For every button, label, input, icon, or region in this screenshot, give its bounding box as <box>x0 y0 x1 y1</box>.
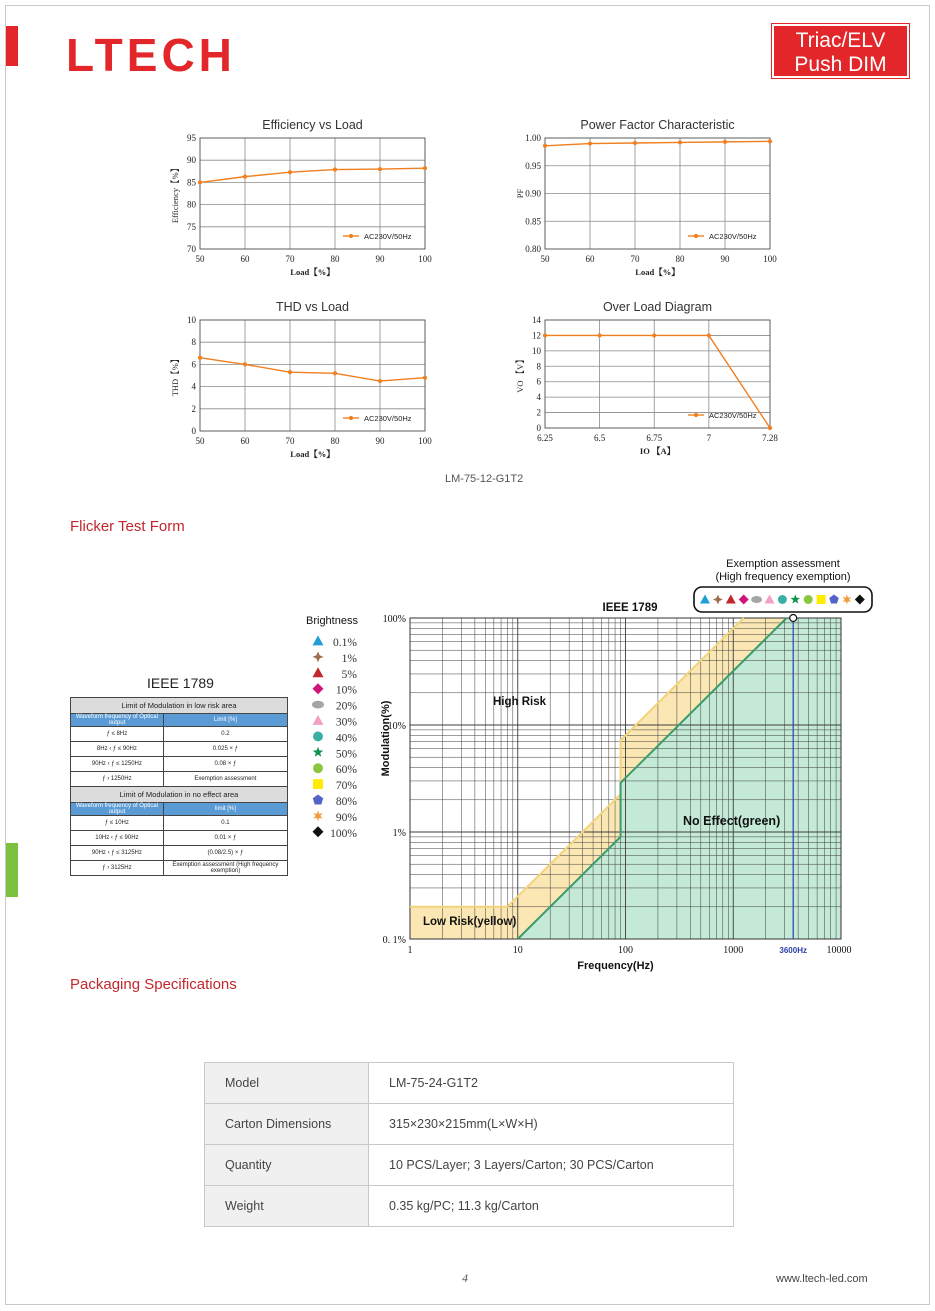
y-tick-label: 80 <box>187 199 196 210</box>
legend-label: AC230V/50Hz <box>709 411 757 420</box>
data-point <box>288 370 292 374</box>
chart-title: THD vs Load <box>276 300 349 314</box>
data-point <box>543 333 547 337</box>
legend-label: 50% <box>335 748 357 761</box>
legend-marker <box>349 416 353 420</box>
col-header: Limit [%] <box>163 714 287 727</box>
legend-label: 1% <box>341 652 357 665</box>
legend-label: 20% <box>335 700 357 713</box>
table-row <box>205 1145 734 1186</box>
badge-line-2: Push DIM <box>794 53 887 76</box>
legend-label: 80% <box>335 796 357 808</box>
x-tick-label: 7 <box>706 433 712 443</box>
legend-marker <box>313 763 323 773</box>
y-tick-label: 8 <box>191 337 196 348</box>
exemption-marker <box>751 596 762 603</box>
x-tick-label: 10 <box>512 945 523 956</box>
y-tick-label: 0.95 <box>525 160 541 171</box>
exemption-marker <box>778 595 787 604</box>
legend-marker <box>312 701 324 709</box>
x-tick-label: 1000 <box>723 945 744 956</box>
data-point <box>423 166 427 170</box>
data-point <box>588 141 592 145</box>
y-tick-label: 0 <box>191 426 196 436</box>
y-tick-label: 75 <box>187 221 196 232</box>
legend-marker <box>313 683 324 694</box>
spec-value: LM-75-24-G1T2 <box>369 1063 734 1104</box>
region-label: High Risk <box>493 696 547 708</box>
table-cell: 0.08 × ƒ <box>163 757 287 772</box>
table-row <box>205 1186 734 1227</box>
side-marker <box>6 843 18 897</box>
y-tick-label: 10% <box>387 721 406 732</box>
page-number: 4 <box>462 1271 468 1285</box>
table-cell: (0.08/2.5) × ƒ <box>163 846 287 861</box>
y-axis-label: Efficiency【%】 <box>170 163 180 224</box>
legend-marker <box>349 234 353 238</box>
marker-point <box>790 615 797 622</box>
spec-value: 315×230×215mm(L×W×H) <box>369 1104 734 1145</box>
spec-value: 0.35 kg/PC; 11.3 kg/Carton <box>369 1186 734 1227</box>
y-tick-label: 1% <box>392 828 406 839</box>
spec-key: Model <box>205 1063 369 1104</box>
legend-marker <box>313 826 324 837</box>
y-tick-label: 6 <box>191 359 196 370</box>
x-tick-label: 6.25 <box>537 433 553 443</box>
legend-marker <box>313 731 323 741</box>
data-point <box>243 362 247 366</box>
data-point <box>598 333 602 337</box>
legend-marker <box>313 810 323 821</box>
data-point <box>333 167 337 171</box>
legend-label: AC230V/50Hz <box>709 232 757 241</box>
legend-marker <box>694 234 698 238</box>
overload-chart <box>505 294 795 474</box>
y-tick-label: 1.00 <box>525 133 541 143</box>
x-tick-label: 60 <box>240 254 250 264</box>
x-axis-label: Load【%】 <box>290 267 335 277</box>
x-tick-label: 50 <box>195 254 205 264</box>
marker-label: 3600Hz <box>779 946 807 955</box>
table-cell: 0.025 × ƒ <box>163 742 287 757</box>
y-tick-label: 90 <box>187 155 196 166</box>
data-point <box>707 333 711 337</box>
table-cell: Exemption assessment <box>163 772 287 787</box>
y-tick-label: 10 <box>532 345 541 356</box>
y-tick-label: 0. 1% <box>382 935 406 946</box>
y-tick-label: 0.90 <box>525 188 541 199</box>
ieee-1789-chart <box>300 552 880 982</box>
x-tick-label: 70 <box>285 254 295 264</box>
col-header: Waveform frequency of Optical output <box>71 803 164 816</box>
y-tick-label: 4 <box>191 381 196 392</box>
packaging-table <box>204 1062 734 1227</box>
legend-label: 40% <box>335 732 357 745</box>
table-cell: 90Hz ‹ ƒ ≤ 3125Hz <box>71 846 164 861</box>
data-point <box>723 140 727 144</box>
x-tick-label: 80 <box>330 254 340 264</box>
thd-chart <box>160 294 450 474</box>
table-cell: 90Hz ‹ ƒ ≤ 1250Hz <box>71 757 164 772</box>
exemption-marker <box>804 595 813 604</box>
table-cell: Exemption assessment (High frequency exemption) <box>163 861 287 876</box>
badge-line-1: Triac/ELV <box>795 29 886 52</box>
legend-marker <box>313 636 324 646</box>
table-row <box>205 1063 734 1104</box>
y-tick-label: 4 <box>536 392 541 403</box>
data-point <box>243 175 247 179</box>
data-point <box>198 180 202 184</box>
x-tick-label: 70 <box>285 436 295 446</box>
chart-title: Over Load Diagram <box>602 300 713 314</box>
y-axis-label: VO 【V】 <box>515 355 525 393</box>
legend-label: 5% <box>341 668 357 681</box>
data-point <box>288 170 292 174</box>
table-cell: 0.1 <box>163 816 287 831</box>
table-cell: ƒ › 3125Hz <box>71 861 164 876</box>
x-tick-label: 100 <box>418 254 432 264</box>
exemption-subtitle: (High frequency exemption) <box>715 571 851 583</box>
y-axis-label: THD【%】 <box>170 354 180 397</box>
table-cell: ƒ ≤ 10Hz <box>71 816 164 831</box>
legend-label: 60% <box>335 764 357 777</box>
x-tick-label: 90 <box>720 254 730 264</box>
x-tick-label: 50 <box>195 436 205 446</box>
legend-marker <box>313 715 324 725</box>
x-axis-label: Load【%】 <box>635 267 680 277</box>
spec-key: Quantity <box>205 1145 369 1186</box>
x-tick-label: 60 <box>240 436 250 446</box>
data-point <box>378 167 382 171</box>
exemption-title: Exemption assessment <box>726 558 840 570</box>
legend-marker <box>313 651 324 662</box>
x-tick-label: 6.75 <box>646 433 663 443</box>
x-axis-label: Load【%】 <box>290 449 335 459</box>
x-tick-label: 100 <box>618 945 633 956</box>
x-tick-label: 100 <box>763 254 777 264</box>
region-label: No Effect(green) <box>683 814 781 828</box>
data-point <box>633 141 637 145</box>
legend-label: 90% <box>335 811 357 824</box>
packaging-section-title: Packaging Specifications <box>70 976 237 993</box>
y-tick-label: 6 <box>536 376 541 387</box>
series-line <box>200 168 425 182</box>
x-tick-label: 100 <box>418 436 432 446</box>
x-tick-label: 6.5 <box>593 433 606 443</box>
legend-marker <box>313 747 323 757</box>
y-tick-label: 0 <box>536 423 541 433</box>
data-point <box>543 144 547 148</box>
x-tick-label: 10000 <box>826 945 852 956</box>
charts-caption: LM-75-12-G1T2 <box>445 473 524 485</box>
legend-label: 30% <box>335 716 357 729</box>
legend-marker <box>313 779 323 789</box>
legend-label: AC230V/50Hz <box>364 414 412 423</box>
efficiency-chart <box>160 112 450 287</box>
y-tick-label: 12 <box>532 330 541 341</box>
y-tick-label: 85 <box>187 177 196 188</box>
region-label: Low Risk(yellow) <box>423 916 517 928</box>
legend-marker <box>694 413 698 417</box>
spec-key: Carton Dimensions <box>205 1104 369 1145</box>
y-axis-label: Modulation(%) <box>380 700 392 777</box>
x-tick-label: 50 <box>540 254 550 264</box>
x-tick-label: 80 <box>675 254 685 264</box>
legend-label: 0.1% <box>333 637 357 649</box>
table-cell: ƒ ≤ 8Hz <box>71 727 164 742</box>
legend-marker <box>313 667 324 677</box>
y-tick-label: 2 <box>536 407 541 418</box>
data-point <box>198 356 202 360</box>
y-tick-label: 70 <box>187 244 196 254</box>
flicker-section-title: Flicker Test Form <box>70 518 185 535</box>
data-point <box>423 376 427 380</box>
data-point <box>333 371 337 375</box>
y-tick-label: 2 <box>191 403 196 414</box>
table-cell: ƒ › 1250Hz <box>71 772 164 787</box>
chart-title: Efficiency vs Load <box>262 118 363 132</box>
col-header: limit [%] <box>163 803 287 816</box>
no-effect-header: Limit of Modulation in no effect area <box>71 787 288 803</box>
data-point <box>378 379 382 383</box>
x-tick-label: 90 <box>375 436 385 446</box>
y-tick-label: 0.80 <box>525 244 541 254</box>
ieee-table-title: IEEE 1789 <box>147 675 214 691</box>
low-risk-header: Limit of Modulation in low risk area <box>71 698 288 714</box>
x-tick-label: 1 <box>407 945 413 956</box>
table-row <box>205 1104 734 1145</box>
website-link[interactable]: www.ltech-led.com <box>776 1273 868 1285</box>
y-tick-label: 8 <box>536 361 541 372</box>
x-tick-label: 70 <box>630 254 640 264</box>
y-tick-label: 0.85 <box>525 216 541 227</box>
data-point <box>678 140 682 144</box>
y-tick-label: 10 <box>187 315 196 325</box>
spec-key: Weight <box>205 1186 369 1227</box>
legend-label: AC230V/50Hz <box>364 232 412 241</box>
y-axis-label: PF <box>515 188 525 199</box>
spec-value: 10 PCS/Layer; 3 Layers/Carton; 30 PCS/Carton <box>369 1145 734 1186</box>
legend-title: Brightness <box>306 615 358 627</box>
power-factor-chart <box>505 112 795 287</box>
chart-title: Power Factor Characteristic <box>580 118 735 132</box>
brand-logo: LTECH <box>66 29 236 81</box>
data-point <box>768 139 772 143</box>
x-tick-label: 80 <box>330 436 340 446</box>
exemption-marker <box>817 595 826 604</box>
y-tick-label: 100% <box>382 614 406 625</box>
legend-label: 10% <box>335 684 357 697</box>
data-point <box>768 426 772 430</box>
table-cell: 10Hz ‹ ƒ ≤ 90Hz <box>71 831 164 846</box>
ieee-limits-table <box>70 697 288 876</box>
series-line <box>200 358 425 381</box>
legend-marker <box>313 795 323 805</box>
y-tick-label: 95 <box>187 133 196 143</box>
y-tick-label: 14 <box>532 315 541 325</box>
legend-label: 70% <box>335 780 357 793</box>
series-line <box>545 141 770 145</box>
x-axis-label: IO 【A】 <box>639 446 676 456</box>
x-tick-label: 60 <box>585 254 595 264</box>
table-cell: 0.01 × ƒ <box>163 831 287 846</box>
table-cell: 0.2 <box>163 727 287 742</box>
data-point <box>652 333 656 337</box>
legend-label: 100% <box>330 827 357 840</box>
chart-title: IEEE 1789 <box>602 602 658 614</box>
table-cell: 8Hz ‹ ƒ ≤ 90Hz <box>71 742 164 757</box>
x-tick-label: 7.28 <box>762 433 778 443</box>
product-badge <box>772 24 909 78</box>
x-tick-label: 90 <box>375 254 385 264</box>
accent-bar <box>6 26 18 66</box>
x-axis-label: Frequency(Hz) <box>577 960 654 972</box>
col-header: Waveform frequency of Optical output <box>71 714 164 727</box>
